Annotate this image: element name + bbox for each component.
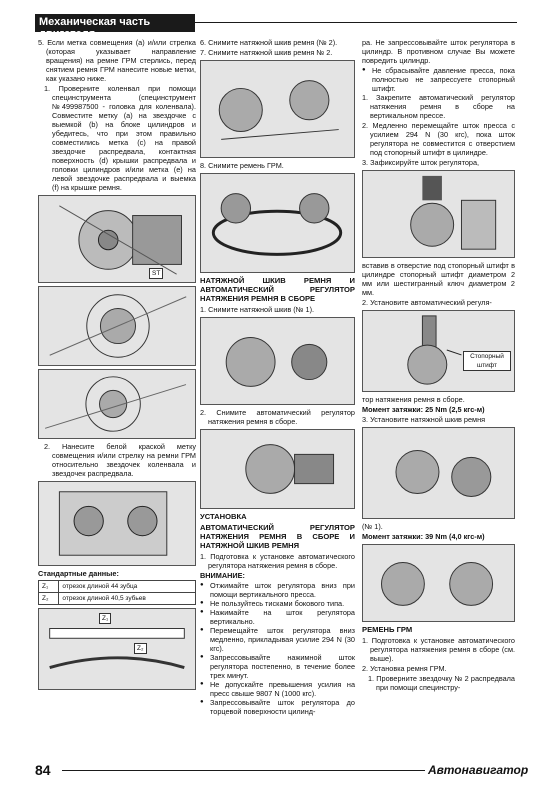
pin-label: Стопорный штифт (463, 351, 511, 371)
warning-item: ● Не допускайте превышения усилия на пресс свыше 9807 N (1000 кгс). (200, 680, 355, 698)
idler-removal-figure (200, 317, 355, 405)
header-rule (195, 22, 517, 23)
section-adjuster-install: АВТОМАТИЧЕСКИЙ РЕГУЛЯТОР НАТЯЖЕНИЯ РЕМНЯ В СБОРЕ И НАТЯЖНОЙ ШКИВ РЕМНЯ (200, 523, 355, 550)
torque-2: Момент затяжки: 39 Nm (4,0 кгс-м) (362, 532, 485, 541)
belt-marking-figure (38, 481, 196, 566)
label-z2: Z₂ (134, 643, 147, 654)
section-timing-belt: РЕМЕНЬ ГРМ (362, 625, 413, 634)
step-8: 8. Снимите ремень ГРМ. (200, 161, 284, 170)
warning-item: ● Нажимайте на шток регулятора вертикально. (200, 608, 355, 626)
crankshaft-figure (38, 195, 196, 283)
step-5-1: 1. Проверните коленвал при помощи специнструмента (специнструмент №499987500 - головка для коленвала). Совместите метку (а) на звездочке с выемкой (b) на блоке цилиндров и убедитесь, что при этом правильно совместились метка (с) на правой звездочке распредвала, контактная поверхность (d) крышки распредвала и головки цилиндров и/или метка (е) на левой звездочке распредвала и выемка (f) на крышке ремня. (44, 84, 196, 192)
step-b1: 1. Подготовка к установке автоматического регулятора натяжения ремня в сборе. (200, 552, 355, 570)
step-e2-1: 1. Проверните звездочку № 2 распредвала при помощи специнстру- (368, 674, 515, 692)
section-tensioner: НАТЯЖНОЙ ШКИВ РЕМНЯ И АВТОМАТИЧЕСКИЙ РЕГУЛЯТОР НАТЯЖЕНИЯ РЕМНЯ В СБОРЕ (200, 276, 355, 303)
section-install: УСТАНОВКА (200, 512, 247, 521)
warning-title: ВНИМАНИЕ: (200, 571, 245, 580)
step-5-2: 2. Нанесите белой краской метку совмещения и/или стрелку на ремни ГРМ относительно звездочек коленвала и звездочек распредвала. (44, 442, 196, 478)
column-3 (362, 38, 515, 693)
continuation-2: вставив в отверстие под стопорный штифт в цилиндре стопорный штифт диаметром 2 мм или шестигранный ключ диаметром 2 мм. (362, 261, 515, 297)
table-row (39, 593, 196, 605)
page-number: 84 (35, 762, 51, 778)
warning-item: ● Отжимайте шток регулятора вниз при помощи вертикального пресса. (200, 581, 355, 599)
brand-name: Автонавигатор (428, 763, 529, 777)
step-5: 5. Если метка совмещения (а) и/или стрелка (которая указывает направление вращения) на ремне ГРМ стерлись, перед снятием ремня ГРМ нанесите новые метки, как указано ниже. (38, 38, 196, 83)
warning-item: ● Не пользуйтесь тисками бокового типа. (200, 599, 355, 608)
continuation-1: ра. Не запрессовывайте шток регулятора в цилиндр. В противном случае Вы можете повредить цилиндр. (362, 38, 515, 65)
step-c2: 2. Медленно перемещайте шток пресса с усилием 294 N (30 кгс), пока шток регулятора не совместится с отверстием под стопорный штифт в цилиндре. (362, 121, 515, 157)
continuation-4: (№ 1). (362, 522, 383, 531)
press-figure (362, 170, 515, 258)
warning-item: ● Запрессовывайте нажимной шток регулятора постепенно, в течение более трех минут. (200, 653, 355, 680)
step-e1: 1. Подготовка к установке автоматического регулятора натяжения ремня в сборе (см. выше). (362, 636, 515, 663)
camshaft-marks-figure-1 (38, 286, 196, 366)
column-1 (38, 38, 196, 693)
column-2 (200, 38, 355, 716)
step-d3: 3. Установите натяжной шкив ремня (362, 415, 486, 424)
tensioner-removal-figure (200, 60, 355, 158)
step-c3: 3. Зафиксируйте шток регулятора, (362, 158, 480, 167)
table-cell: отрезок длиной 44 зубца (59, 581, 196, 593)
step-e2: 2. Установка ремня ГРМ. (362, 664, 447, 673)
idler-install-figure (362, 427, 515, 519)
warning-item: ● Перемещайте шток регулятора вниз медленно, прикладывая усилие 294 N (30 кгс). (200, 626, 355, 653)
adjuster-removal-figure (200, 429, 355, 509)
page-header: Механическая часть двигателя (35, 14, 195, 32)
belt-diagram-figure (38, 608, 196, 690)
belt-removal-figure (200, 173, 355, 273)
step-7: 7. Снимите натяжной шкив ремня № 2. (200, 48, 333, 57)
table-cell: Z₂ (39, 593, 59, 605)
step-d2: 2. Установите автоматический регуля- (362, 298, 492, 307)
belt-install-figure (362, 544, 515, 622)
step-a2: 2. Снимите автоматический регулятор натяжения ремня в сборе. (200, 408, 355, 426)
label-z1: Z₁ (99, 613, 111, 624)
warning-item: ● Не сбрасывайте давление пресса, пока полностью не запрессуете стопорный штифт. (362, 66, 515, 93)
camshaft-marks-figure-2 (38, 369, 196, 439)
pin-figure (362, 310, 515, 392)
standard-data-table (38, 580, 196, 605)
warning-item: ● Запрессовывайте шток регулятора до торцевой поверхности цилинд- (200, 698, 355, 716)
table-cell: отрезок длиной 40,5 зубьев (59, 593, 196, 605)
fig-tag-st: ST (149, 268, 163, 279)
table-row (39, 581, 196, 593)
step-a1: 1. Снимите натяжной шкив (№ 1). (200, 305, 315, 314)
footer-rule (62, 770, 425, 771)
continuation-3: тор натяжения ремня в сборе. (362, 395, 465, 404)
torque-1: Момент затяжки: 25 Nm (2,5 кгс-м) (362, 405, 485, 414)
table-cell: Z₁ (39, 581, 59, 593)
standard-data-title: Стандартные данные: (38, 569, 119, 578)
step-c1: 1. Закрепите автоматический регулятор натяжения ремня в сборе на вертикальном прессе. (362, 93, 515, 120)
step-6: 6. Снимите натяжной шкив ремня (№ 2). (200, 38, 338, 47)
